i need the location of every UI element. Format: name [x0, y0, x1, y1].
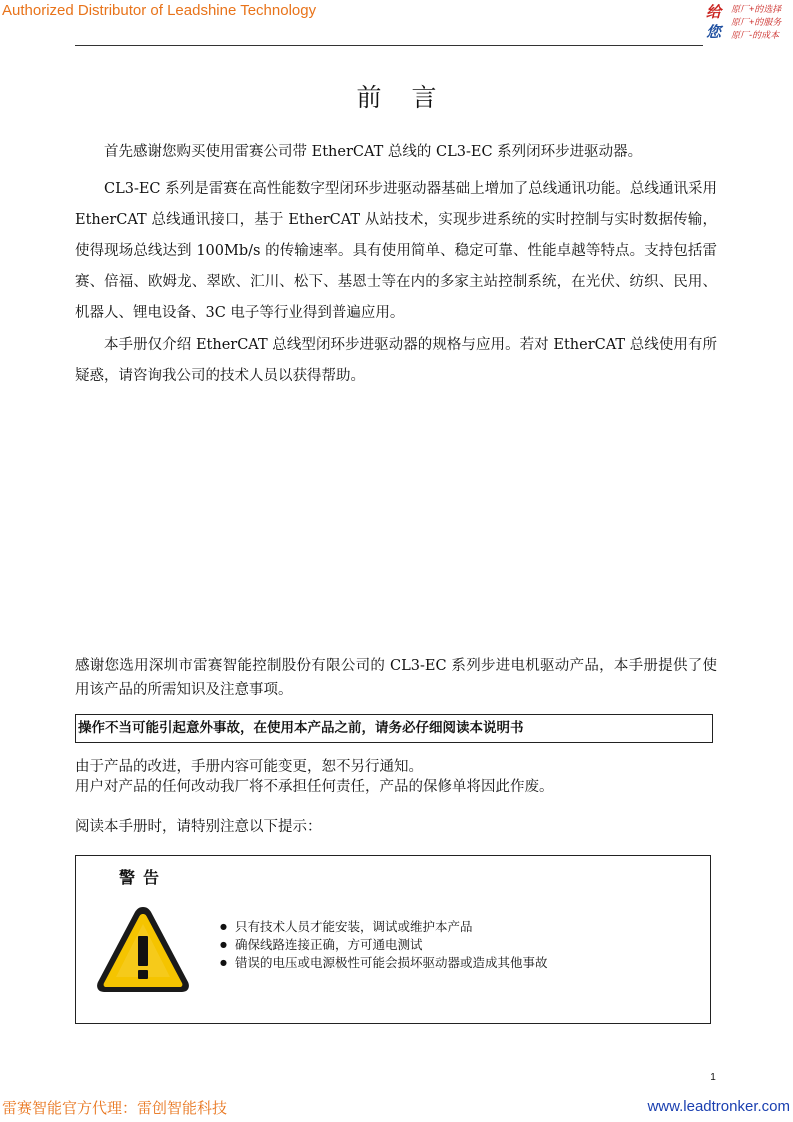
- intro-paragraph: 首先感谢您购买使用雷赛公司带 EtherCAT 总线的 CL3-EC 系列闭环步进驱动器。: [104, 144, 643, 160]
- product-overview-paragraph: CL3-EC 系列是雷赛在高性能数字型闭环步进驱动器基础上增加了总线通讯功能。总线通讯采用 EtherCAT 总线通讯接口，基于 EtherCAT 从站技术，实现步进系统的实时控制与实时数据传输，使得现场总线达到 100Mb/s 的传输速率。具有使用简单、稳定可靠、性能卓越等特点。支持包括雷赛、倍福、欧姆龙、翠欧、汇川、松下、基恩士等在内的多家主站控制系统，在光伏、纺织、民用、机器人、锂电设备、3C 电子等行业得到普遍应用。: [75, 181, 717, 321]
- warning-item: ● 确保线路连接正确，方可通电测试: [220, 936, 548, 954]
- slogan-char: 您: [706, 23, 722, 41]
- slogan-line: 原厂-的成本: [731, 30, 779, 40]
- thanks-notice: 感谢您选用深圳市雷赛智能控制股份有限公司的 CL3-EC 系列步进电机驱动产品，本手册提供了使用该产品的所需知识及注意事项。: [75, 658, 717, 698]
- caution-banner: 操作不当可能引起意外事故，在使用本产品之前，请务必仔细阅读本说明书: [75, 714, 713, 743]
- distributor-banner: Authorized Distributor of Leadshine Technology: [2, 2, 317, 19]
- reading-notice: 阅读本手册时，请特别注意以下提示：: [75, 819, 322, 835]
- footer-agent: 雷赛智能官方代理：雷创智能科技: [2, 1099, 228, 1117]
- slogan-chars: [706, 2, 728, 42]
- slogan-line: 原厂+的选择: [731, 4, 782, 14]
- warning-title: 警告: [119, 868, 168, 887]
- footer-url-link[interactable]: www.leadtronker.com: [647, 1098, 790, 1115]
- manual-scope-paragraph: 本手册仅介绍 EtherCAT 总线型闭环步进驱动器的规格与应用。若对 EtherCAT 总线使用有所疑惑，请咨询我公司的技术人员以获得帮助。: [75, 337, 717, 384]
- slogan-lines: [731, 3, 793, 42]
- warning-list: [220, 918, 548, 972]
- page-number: 1: [710, 1072, 716, 1083]
- slogan-char: 给: [706, 3, 722, 21]
- warning-item: ● 错误的电压或电源极性可能会损坏驱动器或造成其他事故: [220, 954, 548, 972]
- header-divider: [75, 45, 703, 46]
- warning-triangle-icon: [95, 904, 191, 996]
- warning-item: ● 只有技术人员才能安装，调试或维护本产品: [220, 918, 548, 936]
- change-notice: 由于产品的改进，手册内容可能变更，恕不另行通知。: [75, 759, 423, 775]
- slogan-line: 原厂+的服务: [731, 17, 782, 27]
- page-title: 前言: [356, 83, 467, 112]
- liability-notice: 用户对产品的任何改动我厂将不承担任何责任，产品的保修单将因此作废。: [75, 779, 554, 795]
- warning-box: [75, 855, 711, 1024]
